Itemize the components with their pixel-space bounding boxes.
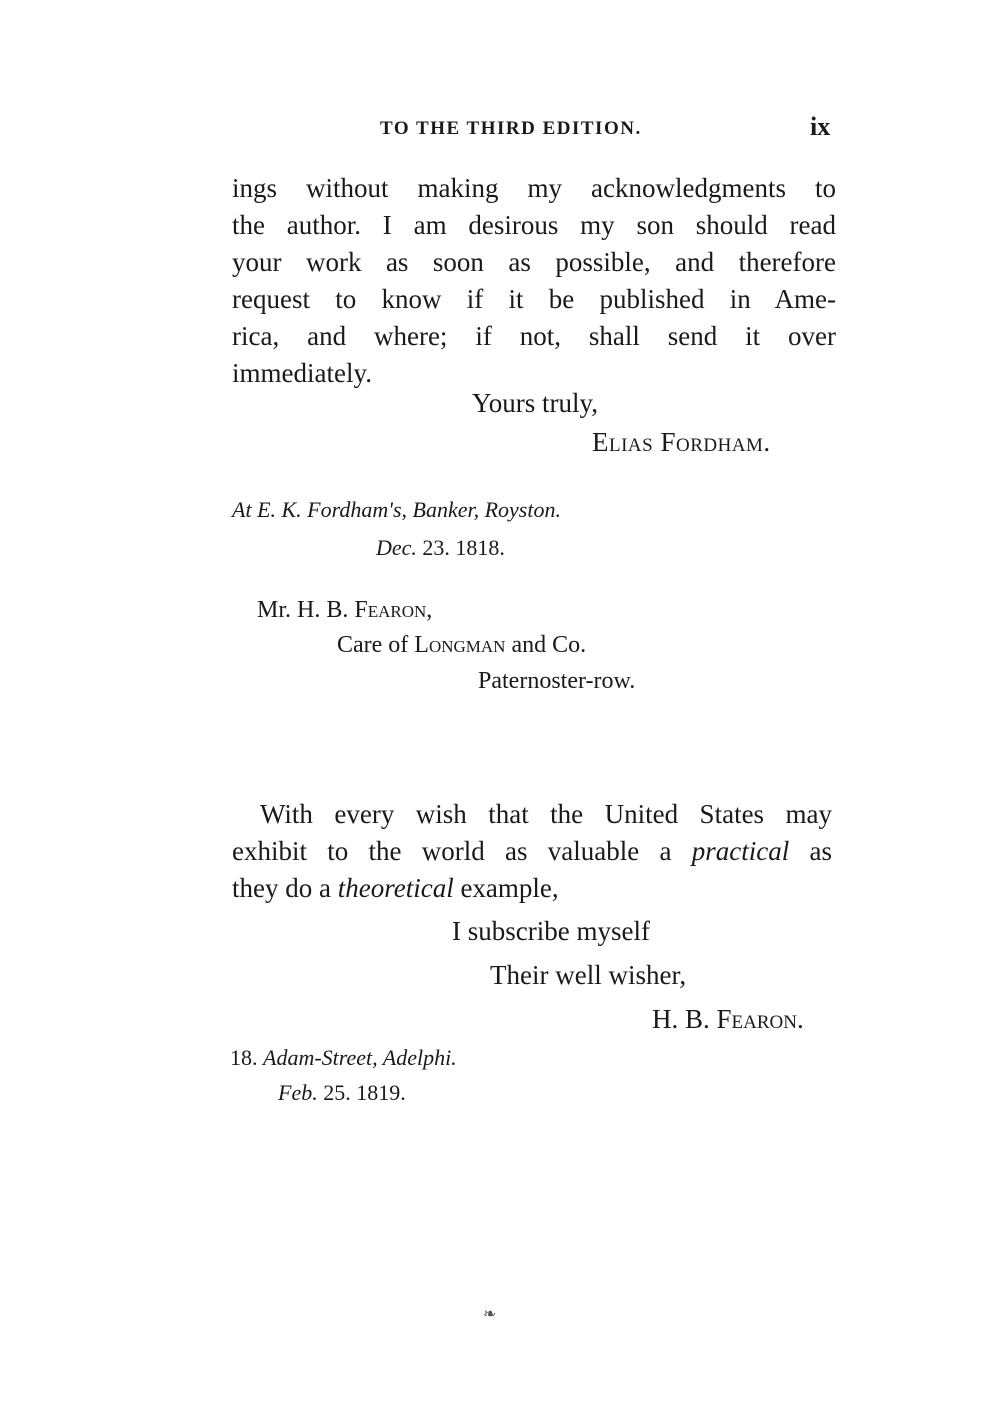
letter-signature: Elias Fordham. (592, 427, 771, 457)
dedication-subscribe: I subscribe myself (452, 916, 650, 946)
dedication-theoretical: theoretical (337, 873, 454, 903)
dedication-line-3-after: example, (453, 873, 559, 903)
dedication-address-number: 18. (230, 1045, 263, 1070)
letter-date-rest: 23. 1818. (416, 535, 505, 560)
dedication-line-3-before: they do a (232, 873, 338, 903)
letter-line-5: rica, and where; if not, shall send it over (232, 321, 836, 351)
letter-line-1: ings without making my acknowledgments to (232, 173, 836, 203)
letter-paragraph (232, 170, 836, 392)
letter-line-2: the author. I am desirous my son should read (232, 210, 836, 240)
dedication-signature-prefix: H. B. (652, 1004, 717, 1034)
dedication-address (230, 1045, 457, 1071)
letter-line-3: your work as soon as possible, and therefore (232, 247, 836, 277)
addressee-name-prefix: Mr. H. B. (257, 597, 355, 623)
addressee-care-suffix: and Co. (505, 632, 587, 658)
dedication-paragraph (232, 796, 832, 907)
dedication-line-2-before: exhibit to the world as valuable a (232, 836, 692, 866)
letter-closing: Yours truly, (472, 388, 599, 418)
dedication-address-street: Adam-Street, Adelphi. (263, 1045, 457, 1070)
dedication-well-wisher: Their well wisher, (490, 960, 687, 990)
page-number: ix (810, 112, 831, 141)
dedication-surname: Fearon. (716, 1004, 804, 1034)
letter-line-4: request to know if it be published in Ame- (232, 284, 836, 314)
addressee-street: Paternoster-row. (478, 668, 636, 694)
place-name: E. K. Fordham's, Banker, Royston. (257, 497, 561, 522)
addressee-care-prefix: Care of (337, 632, 415, 658)
dedication-date-rest: 25. 1819. (317, 1080, 406, 1105)
letter-line-6: immediately. (232, 358, 372, 388)
running-head: TO THE THIRD EDITION. (380, 118, 642, 139)
addressee-name (257, 597, 432, 624)
printer-ornament-icon: ❧ (483, 1306, 497, 1323)
addressee-care (337, 632, 586, 659)
dedication-practical: practical (691, 836, 790, 866)
dedication-date (278, 1080, 406, 1106)
dedication-line-3 (232, 870, 832, 907)
dedication-line-2 (232, 833, 832, 870)
dedication-line-1: With every wish that the United States may (260, 799, 832, 829)
letter-place (232, 497, 561, 523)
letter-date (376, 535, 505, 561)
letter-date-month: Dec. (376, 535, 417, 560)
dedication-date-month: Feb. (278, 1080, 318, 1105)
dedication-signature (652, 1004, 804, 1035)
place-prefix: At (232, 497, 258, 522)
addressee-surname: Fearon, (354, 597, 433, 623)
addressee-care-name: Longman (414, 632, 506, 658)
dedication-line-2-after: as (789, 836, 832, 866)
